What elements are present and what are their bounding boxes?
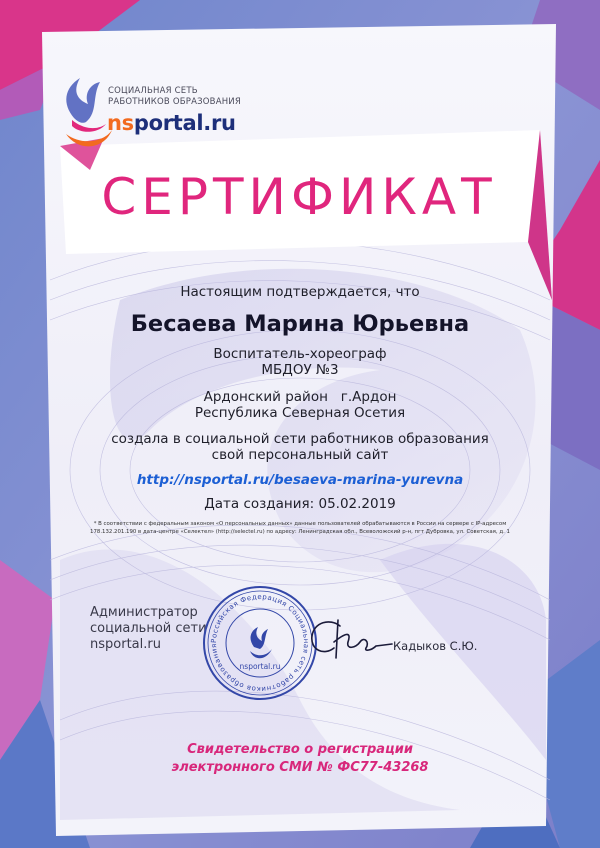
logo-tagline-line1: СОЦИАЛЬНАЯ СЕТЬ [108, 86, 198, 96]
personal-site-link[interactable]: http://nsportal.ru/besaeva-marina-yurevna [136, 472, 464, 488]
seal-center-text: nsportal.ru [239, 662, 281, 671]
seal-ring-text: Российская Федерация Социальная сеть работников образования [209, 592, 311, 694]
certificate-title: СЕРТИФИКАТ [101, 168, 497, 226]
handwritten-signature-icon [300, 612, 400, 668]
logo-name-rest: portal.ru [133, 111, 236, 135]
recipient-district: Ардонский район г.Ардон [203, 389, 397, 405]
admin-label-line1: Администратор [90, 605, 198, 620]
recipient-organization: МБДОУ №3 [261, 362, 339, 378]
footnote-line2: 178.132.201.190 в дата-центре «Селектел» (http://selectel.ru) по адресу: Ленинградская обл., Всеволожский р-н, пгт Дубровка, ул. Советская, д. 1 [90, 529, 510, 535]
registration-line2: электронного СМИ № ФС77-43268 [171, 760, 429, 775]
recipient-republic: Республика Северная Осетия [194, 405, 406, 421]
recipient-position: Воспитатель-хореограф [213, 346, 387, 362]
confirmation-text: Настоящим подтверждается, что [180, 284, 420, 300]
footnote-line1: * В соответствии с федеральным законом «О персональных данных» данные пользователей обрабатываются в России на сервере с IP-адресом [93, 521, 507, 527]
creation-date: Дата создания: 05.02.2019 [204, 496, 396, 512]
recipient-name: Бесаева Марина Юрьевна [130, 311, 470, 337]
logo-site-name [107, 111, 236, 135]
signer-name: Кадыков С.Ю. [393, 639, 478, 653]
created-text-line1: создала в социальной сети работников образования [111, 431, 489, 447]
registration-line1: Свидетельство о регистрации [187, 742, 413, 757]
admin-label-line2: социальной сети [90, 621, 207, 636]
logo-name-prefix: ns [107, 111, 134, 135]
logo-tagline-line2: РАБОТНИКОВ ОБРАЗОВАНИЯ [108, 97, 241, 107]
admin-label-line3: nsportal.ru [90, 637, 161, 652]
created-text-line2: свой персональный сайт [211, 447, 389, 463]
